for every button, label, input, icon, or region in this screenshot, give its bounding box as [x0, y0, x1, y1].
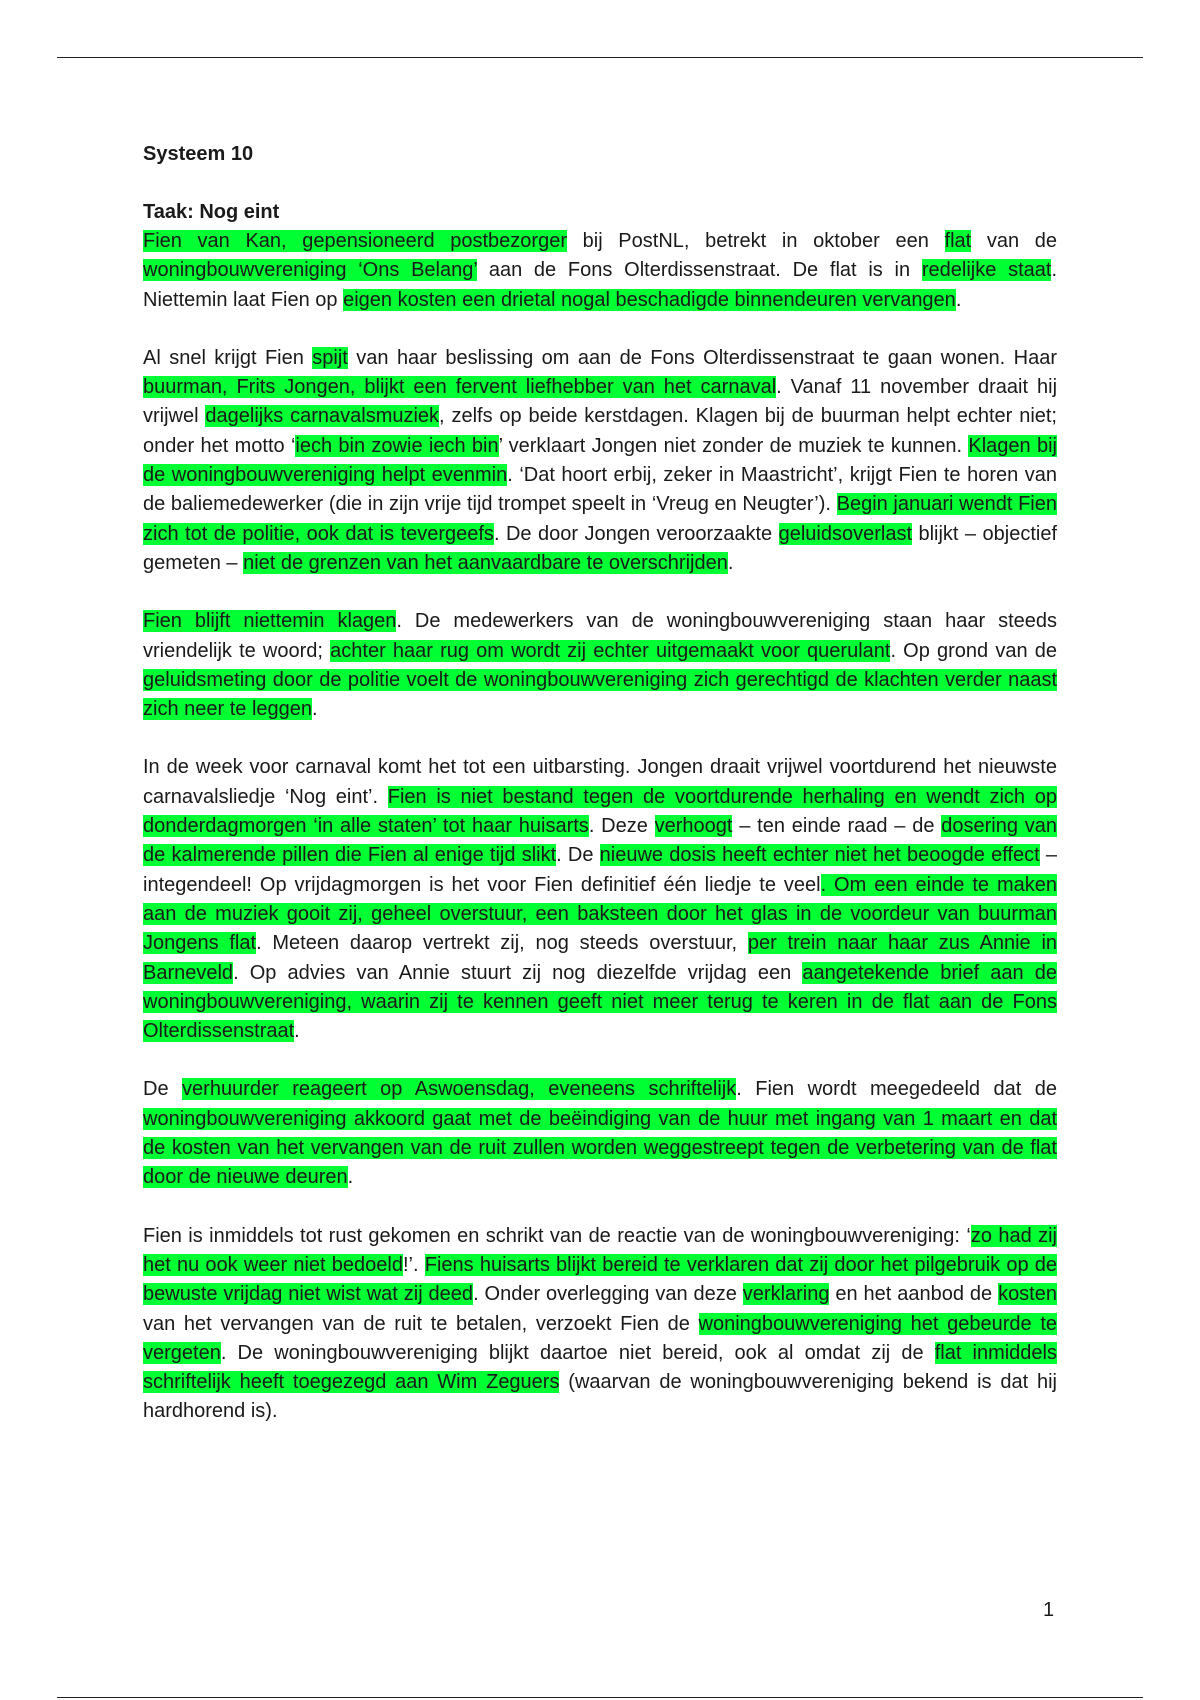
highlighted-text: buurman, Frits Jongen, blijkt een fervent liefhebber van het carnaval	[143, 376, 777, 399]
highlighted-text: eigen kosten een drietal nogal beschadigde binnendeuren vervangen	[343, 288, 956, 311]
plain-text: . De medewerkers van de woningbouwvereniging staan haar steeds vriendelijk te woord;	[143, 610, 1057, 662]
plain-text: – ten einde raad – de	[732, 815, 942, 838]
plain-text: . Meteen daarop vertrekt zij, nog steeds overstuur,	[256, 932, 748, 955]
highlighted-text: flat inmiddels schriftelijk heeft toegezegd aan Wim Zeguers	[143, 1341, 1057, 1394]
highlighted-text: flat	[944, 230, 972, 252]
plain-text: Fien is inmiddels tot rust gekomen en schrikt van de reactie van de woningbouwvereniging: ‘	[143, 1224, 971, 1247]
plain-text: . De woningbouwvereniging blijkt daartoe niet bereid, ook al omdat zij de	[220, 1341, 935, 1364]
plain-text: blijkt – objectief gemeten –	[143, 522, 1058, 574]
plain-text: De	[143, 1078, 183, 1101]
highlighted-text: kosten	[998, 1283, 1057, 1306]
highlighted-text: verklaring	[742, 1283, 830, 1306]
plain-text: , zelfs op beide kerstdagen. Klagen bij de buurman helpt echter niet; onder het motto ‘	[143, 405, 1057, 457]
plain-text: . De	[556, 844, 600, 867]
highlighted-text: . Om een einde te maken aan de muziek gooit zij, geheel overstuur, een baksteen door het glas in de voordeur van buurman Jongens flat	[143, 873, 1057, 955]
plain-text: .	[312, 698, 318, 721]
top-rule	[57, 57, 1143, 58]
highlighted-text: Fien van Kan, gepensioneerd postbezorger	[143, 230, 567, 252]
highlighted-text: per trein naar haar zus Annie in Barneveld	[143, 932, 1058, 984]
highlighted-text: Klagen bij de woningbouwvereniging helpt evenmin	[143, 434, 1058, 487]
highlighted-text: zo had zij het nu ook weer niet bedoeld	[143, 1224, 1057, 1276]
paragraph	[143, 607, 1057, 724]
plain-text: en het aanbod de	[829, 1283, 999, 1306]
paragraph	[143, 227, 1057, 315]
plain-text: van de	[971, 230, 1058, 252]
highlighted-text: nieuwe dosis heeft echter niet het beoogde effect	[599, 844, 1040, 867]
highlighted-text: dosering van de kalmerende pillen die Fien al enige tijd slikt	[143, 815, 1058, 867]
highlighted-text: woningbouwvereniging het gebeurde te vergeten	[143, 1312, 1057, 1364]
highlighted-text: achter haar rug om wordt zij echter uitgemaakt voor querulant	[330, 639, 891, 662]
plain-text: aan de Fons Olterdissenstraat. De flat is in	[477, 259, 922, 282]
highlighted-text: iech bin zowie iech bin	[295, 434, 499, 457]
highlighted-text: verhoogt	[654, 815, 733, 838]
plain-text: .	[955, 288, 962, 311]
plain-text: bij PostNL, betrekt in oktober een	[566, 230, 945, 252]
highlighted-text: Fien blijft niettemin klagen	[143, 610, 397, 633]
plain-text: . Deze	[588, 815, 655, 838]
plain-text: .	[294, 1020, 300, 1043]
highlighted-text: geluidsoverlast	[778, 522, 913, 545]
plain-text: !’.	[402, 1253, 425, 1276]
highlighted-text: Fiens huisarts blijkt bereid te verklaren dat zij door het pilgebruik op de bewuste vrijdag niet wist wat zij deed	[143, 1253, 1057, 1306]
plain-text: van haar beslissing om aan de Fons Olterdissenstraat te gaan wonen. Haar	[347, 346, 1057, 369]
plain-text: . Onder overlegging van deze	[473, 1283, 743, 1306]
document-body	[143, 140, 1057, 1456]
plain-text: . De door Jongen veroorzaakte	[493, 522, 779, 545]
plain-text: . Op grond van de	[890, 639, 1057, 662]
highlighted-text: Fien is niet bestand tegen de voortdurende herhaling en wendt zich op donderdagmorgen ‘in alle staten’ tot haar huisarts	[143, 785, 1057, 838]
paragraph	[143, 753, 1057, 1046]
plain-text: . Vanaf 11 november draait hij vrijwel	[143, 376, 1058, 428]
highlighted-text: verhuurder reageert op Aswoensdag, eveneens schriftelijk	[182, 1078, 737, 1101]
paragraph	[143, 344, 1057, 578]
highlighted-text: Begin januari wendt Fien zich tot de politie, ook dat is tevergeefs	[143, 493, 1057, 545]
plain-text: ’ verklaart Jongen niet zonder de muziek te kunnen.	[498, 434, 969, 457]
plain-text: van het vervangen van de ruit te betalen, verzoekt Fien de	[143, 1312, 699, 1335]
task-title: Taak: Nog eint	[143, 201, 280, 223]
highlighted-text: spijt	[312, 346, 348, 369]
plain-text: . Fien wordt meegedeeld dat de	[736, 1078, 1058, 1101]
plain-text: .	[347, 1166, 354, 1189]
highlighted-text: niet de grenzen van het aanvaardbare te overschrijden	[243, 551, 728, 574]
paragraph-list	[143, 227, 1057, 1427]
plain-text: . Op advies van Annie stuurt zij nog diezelfde vrijdag een	[233, 961, 803, 984]
plain-text: . ‘Dat hoort erbij, zeker in Maastricht’, krijgt Fien te horen van de baliemedewerker (die in zijn vrije tijd trompet speelt in ‘Vreug en Neugter’).	[143, 464, 1057, 516]
highlighted-text: woningbouwvereniging akkoord gaat met de beëindiging van de huur met ingang van 1 maart en dat de kosten van het vervangen van de ruit zullen worden weggestreept tegen de verbetering van de flat door de nieuwe deuren	[143, 1107, 1057, 1189]
system-title: Systeem 10	[143, 143, 254, 165]
plain-text: (waarvan de woningbouwvereniging bekend is dat hij hardhorend is).	[143, 1371, 1057, 1423]
paragraph	[143, 1075, 1057, 1192]
highlighted-text: geluidsmeting door de politie voelt de woningbouwvereniging zich gerechtigd de klachten verder naast zich neer te leggen	[143, 668, 1057, 721]
highlighted-text: aangetekende brief aan de woningbouwvereniging, waarin zij te kennen geeft niet meer terug te keren in de flat aan de Fons Olterdissenstraat	[143, 961, 1057, 1043]
plain-text: In de week voor carnaval komt het tot een uitbarsting. Jongen draait vrijwel voortdurend het nieuwste carnavalsliedje ‘Nog eint’.	[143, 756, 1057, 808]
plain-text: Al snel krijgt Fien	[143, 346, 313, 369]
paragraph	[143, 1222, 1057, 1427]
page-number: 1	[1043, 1599, 1055, 1621]
highlighted-text: redelijke staat	[921, 259, 1052, 282]
plain-text: – integendeel! Op vrijdagmorgen is het voor Fien definitief één liedje te veel	[143, 844, 1057, 896]
highlighted-text: dagelijks carnavalsmuziek	[205, 405, 440, 428]
bottom-rule	[57, 1697, 1143, 1698]
plain-text: . Niettemin laat Fien op	[143, 259, 1057, 311]
plain-text: .	[727, 551, 734, 574]
highlighted-text: woningbouwvereniging ‘Ons Belang’	[143, 259, 478, 282]
